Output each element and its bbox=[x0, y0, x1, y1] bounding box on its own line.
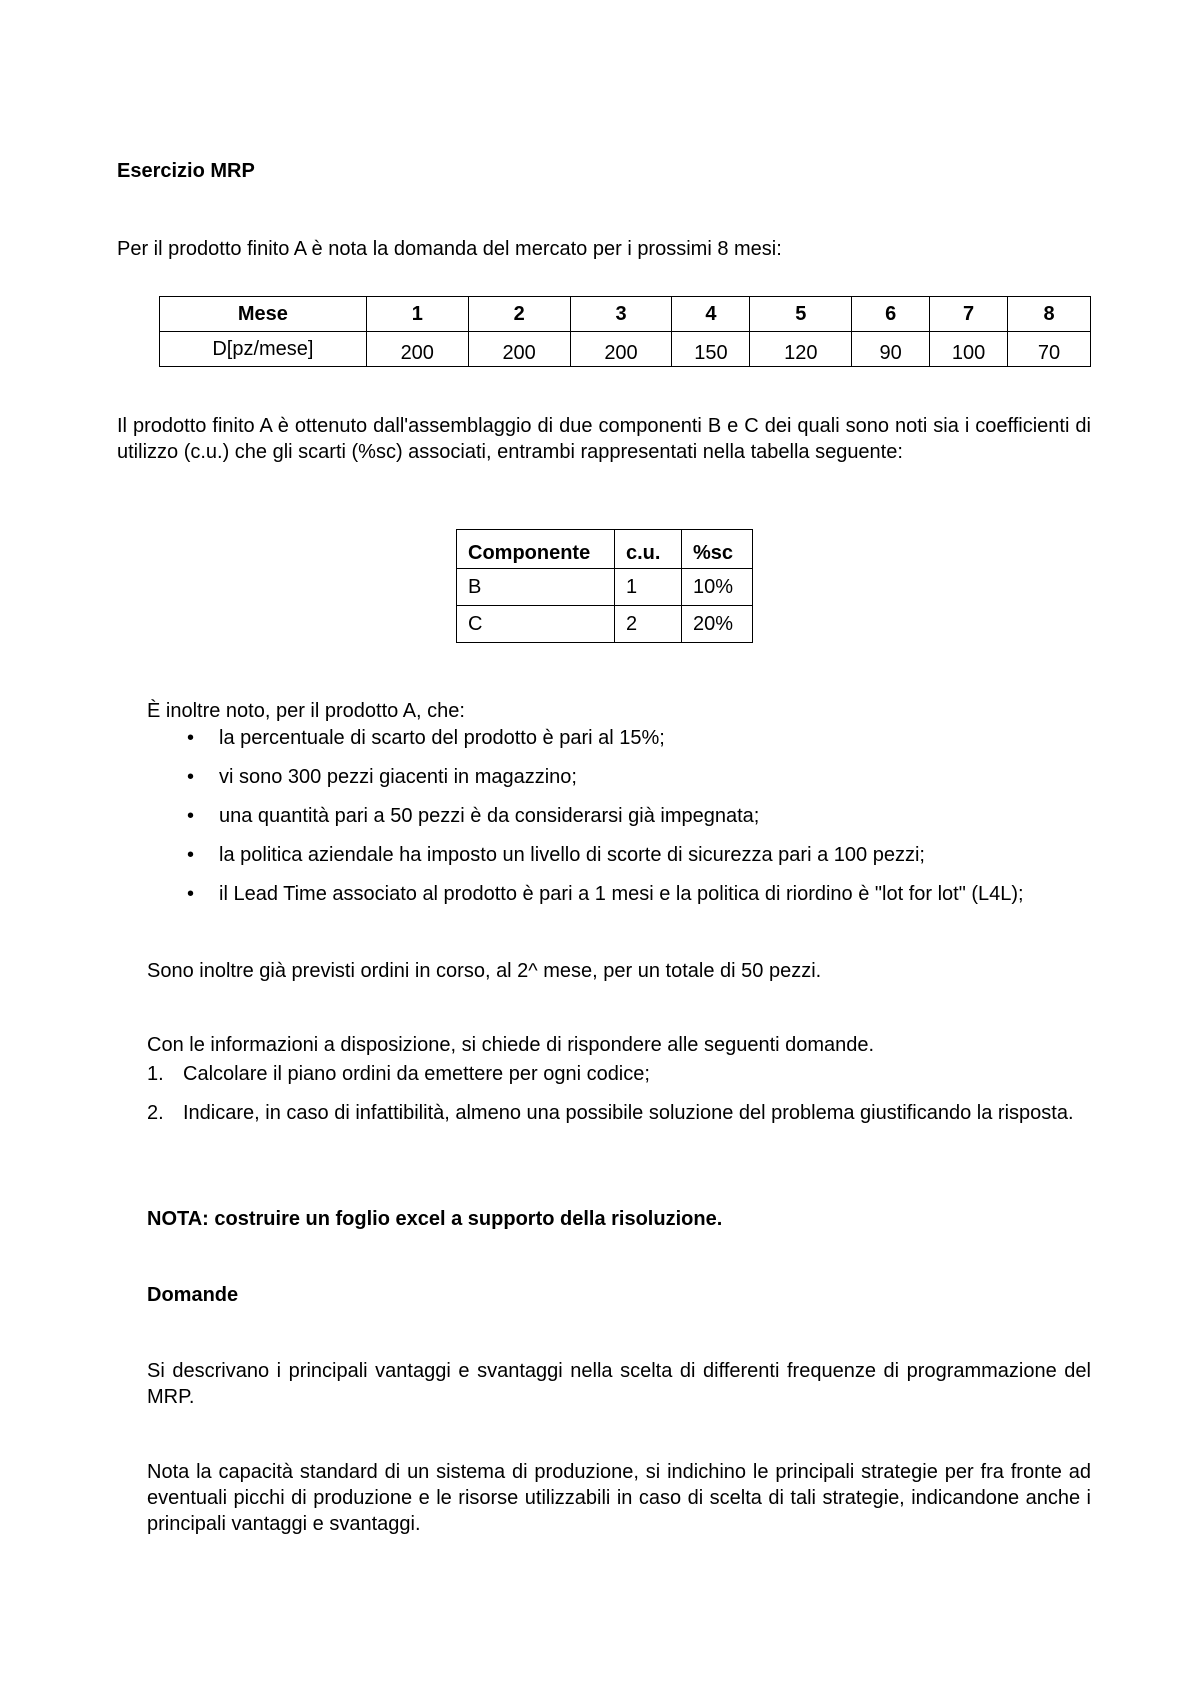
list-item-text: il Lead Time associato al prodotto è pari a 1 mesi e la politica di riordino è "lot for lot" (L4L); bbox=[219, 883, 1024, 905]
month-cell: 8 bbox=[1008, 297, 1091, 332]
month-cell: 3 bbox=[570, 297, 672, 332]
month-cell: 2 bbox=[468, 297, 570, 332]
assembly-paragraph: Il prodotto finito A è ottenuto dall'assemblaggio di due componenti B e C dei quali sono noti sia i coefficienti di utilizzo (c.u.) che gli scarti (%sc) associati, entrambi rappresentati nella tabella seguente: bbox=[117, 415, 1091, 463]
month-cell: 5 bbox=[750, 297, 852, 332]
demand-value-cell: 200 bbox=[468, 332, 570, 367]
notes-list bbox=[147, 725, 1091, 920]
month-cell: 7 bbox=[930, 297, 1008, 332]
component-cu-cell: 1 bbox=[615, 569, 682, 606]
domanda-2: Nota la capacità standard di un sistema di produzione, si indichino le principali strategie per fra fronte ad eventuali picchi di produzione e le risorse utilizzabili in caso di scelta di tali strategie, indicandone anche i principali vantaggi e svantaggi. bbox=[147, 1461, 1091, 1535]
demand-row-label: D[pz/mese] bbox=[160, 332, 367, 367]
list-item bbox=[147, 764, 1091, 790]
month-cell: 4 bbox=[672, 297, 750, 332]
list-item-text: vi sono 300 pezzi giacenti in magazzino; bbox=[219, 766, 577, 788]
question-text: Calcolare il piano ordini da emettere per ogni codice; bbox=[183, 1063, 650, 1085]
question-text: Indicare, in caso di infattibilità, almeno una possibile soluzione del problema giustificando la risposta. bbox=[183, 1102, 1074, 1124]
components-header-cell: %sc bbox=[682, 530, 753, 569]
components-header-cell: Componente bbox=[457, 530, 615, 569]
list-item bbox=[147, 803, 1091, 829]
list-item-text: una quantità pari a 50 pezzi è da considerarsi già impegnata; bbox=[219, 805, 760, 827]
month-cell: 6 bbox=[852, 297, 930, 332]
demand-table bbox=[159, 296, 1091, 367]
question-item bbox=[147, 1061, 1091, 1087]
list-item bbox=[147, 842, 1091, 868]
component-sc-cell: 10% bbox=[682, 569, 753, 606]
components-table bbox=[456, 529, 753, 643]
domande-heading: Domande bbox=[147, 1284, 239, 1306]
bullet-icon: • bbox=[187, 883, 195, 905]
question-item bbox=[147, 1100, 1091, 1126]
components-header-cell: c.u. bbox=[615, 530, 682, 569]
bullet-icon: • bbox=[187, 727, 195, 749]
bullet-icon: • bbox=[187, 805, 195, 827]
demand-value-cell: 200 bbox=[366, 332, 468, 367]
demand-header-label: Mese bbox=[160, 297, 367, 332]
document-title: Esercizio MRP bbox=[117, 160, 255, 182]
intro-text: Per il prodotto finito A è nota la domanda del mercato per i prossimi 8 mesi: bbox=[117, 238, 782, 260]
component-row bbox=[457, 606, 753, 643]
list-item bbox=[147, 881, 1091, 907]
bullet-icon: • bbox=[187, 766, 195, 788]
bullet-icon: • bbox=[187, 844, 195, 866]
component-cu-cell: 2 bbox=[615, 606, 682, 643]
demand-values-row bbox=[160, 332, 1091, 367]
component-row bbox=[457, 569, 753, 606]
demand-value-cell: 150 bbox=[672, 332, 750, 367]
orders-note: Sono inoltre già previsti ordini in corso, al 2^ mese, per un totale di 50 pezzi. bbox=[147, 960, 822, 982]
component-sc-cell: 20% bbox=[682, 606, 753, 643]
questions-list bbox=[147, 1061, 1091, 1139]
questions-intro: Con le informazioni a disposizione, si chiede di rispondere alle seguenti domande. bbox=[147, 1034, 875, 1056]
demand-value-cell: 120 bbox=[750, 332, 852, 367]
component-name-cell: B bbox=[457, 569, 615, 606]
question-number: 1. bbox=[147, 1063, 164, 1085]
demand-value-cell: 200 bbox=[570, 332, 672, 367]
month-cell: 1 bbox=[366, 297, 468, 332]
components-header-row bbox=[457, 530, 753, 569]
demand-value-cell: 90 bbox=[852, 332, 930, 367]
domanda-1: Si descrivano i principali vantaggi e svantaggi nella scelta di differenti frequenze di programmazione del MRP. bbox=[147, 1360, 1091, 1408]
list-item-text: la percentuale di scarto del prodotto è pari al 15%; bbox=[219, 727, 665, 749]
question-number: 2. bbox=[147, 1102, 164, 1124]
notes-intro: È inoltre noto, per il prodotto A, che: bbox=[147, 700, 465, 722]
list-item-text: la politica aziendale ha imposto un livello di scorte di sicurezza pari a 100 pezzi; bbox=[219, 844, 925, 866]
demand-header-row bbox=[160, 297, 1091, 332]
nota-text: NOTA: costruire un foglio excel a supporto della risoluzione. bbox=[147, 1208, 723, 1230]
demand-value-cell: 70 bbox=[1008, 332, 1091, 367]
component-name-cell: C bbox=[457, 606, 615, 643]
demand-value-cell: 100 bbox=[930, 332, 1008, 367]
list-item bbox=[147, 725, 1091, 751]
